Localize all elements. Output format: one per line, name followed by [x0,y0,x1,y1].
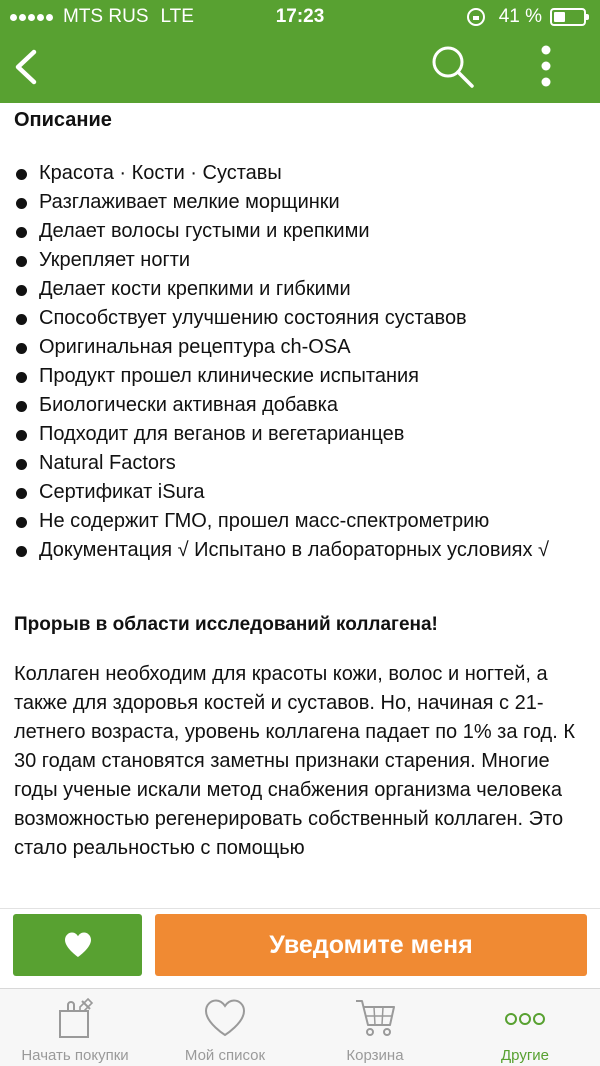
description-heading: Описание [14,109,112,131]
list-item: Не содержит ГМО, прошел масс-спектрометрию [14,507,594,536]
list-item: Красота · Кости · Суставы [14,159,594,188]
list-item: Сертификат iSura [14,478,594,507]
tab-start-shopping[interactable] [0,989,150,1066]
carrier-name: MTS RUS [63,6,149,27]
list-item: Укрепляет ногти [14,246,594,275]
shopping-bag-icon [52,997,98,1039]
orientation-lock-icon [467,8,485,26]
list-item: Способствует улучшению состояния суставов [14,304,594,333]
back-button[interactable] [10,42,50,92]
add-to-favorites-button[interactable] [13,914,142,976]
list-item: Оригинальная рецептура ch-OSA [14,333,594,362]
notify-me-button[interactable]: Уведомите меня [155,914,587,976]
tab-my-list[interactable] [150,989,300,1066]
bottom-tab-bar [0,988,600,1066]
heart-outline-icon [202,997,248,1039]
search-button[interactable] [430,44,476,90]
tab-label: Мой список [184,1047,266,1064]
action-bar [0,908,600,988]
product-description[interactable] [0,103,600,908]
list-item: Делает волосы густыми и крепкими [14,217,594,246]
list-item: Делает кости крепкими и гибкими [14,275,594,304]
tab-label: Другие [500,1047,550,1064]
heart-icon [63,931,93,959]
tab-other[interactable] [450,989,600,1066]
battery-percent: 41 % [498,6,542,27]
status-time: 17:23 [275,6,325,27]
search-icon [430,44,476,90]
list-item: Natural Factors [14,449,594,478]
tab-cart[interactable] [300,989,450,1066]
battery-icon [550,8,586,26]
network-type: LTE [160,6,194,27]
list-item: Подходит для веганов и вегетарианцев [14,420,594,449]
chevron-left-icon [10,42,50,92]
status-bar [0,0,600,34]
breakthrough-paragraph: Коллаген необходим для красоты кожи, волос и ногтей, а также для здоровья костей и суставов. Но, начиная с 21-летнего возраста, уровень коллагена падает по 1% за год. К 30 годам становятся заметны признаки старения. Многие годы ученые искали метод снабжения организма человека возможностью регенерировать собственный коллаген. Это стало реальностью с помощью [14,663,575,859]
list-item: Продукт прошел клинические испытания [14,362,594,391]
more-vertical-icon [532,44,560,90]
cart-icon [352,997,398,1039]
list-item: Документация √ Испытано в лабораторных условиях √ [14,536,594,565]
more-dots-icon [502,997,548,1039]
list-item: Биологически активная добавка [14,391,594,420]
tab-label: Начать покупки [21,1047,129,1064]
top-app-bar [0,0,600,103]
tab-label: Корзина [346,1047,404,1064]
more-options-button[interactable] [532,44,560,90]
benefit-list [14,159,594,565]
breakthrough-heading: Прорыв в области исследований коллагена! [14,614,438,635]
list-item: Разглаживает мелкие морщинки [14,188,594,217]
